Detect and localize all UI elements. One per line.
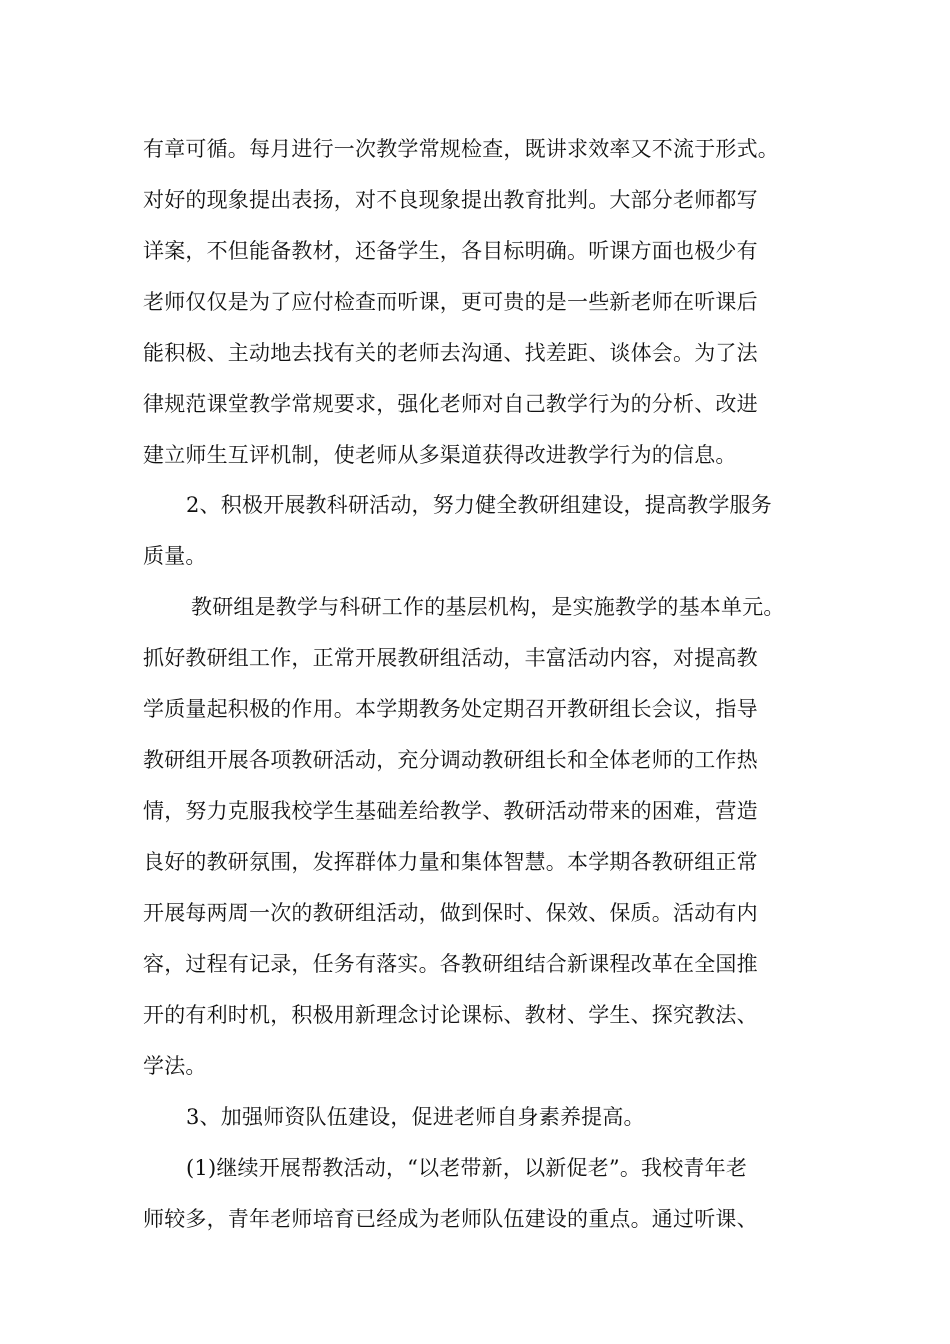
text-line: 学法。	[143, 1054, 207, 1078]
text-line: 有章可循。每月进行一次教学常规检查，既讲求效率又不流于形式。	[143, 137, 779, 161]
paragraph-start: (1)继续开展帮教活动，“以老带新，以新促老”。我校青年老	[186, 1156, 748, 1180]
paragraph-start: 教研组是教学与科研工作的基层机构，是实施教学的基本单元。	[191, 595, 785, 619]
text-line: 师较多，青年老师培育已经成为老师队伍建设的重点。通过听课、	[143, 1207, 758, 1231]
section-heading: 2、积极开展教科研活动，努力健全教研组建设，提高教学服务	[186, 493, 772, 517]
text-line: 详案，不但能备教材，还备学生，各目标明确。听课方面也极少有	[143, 239, 758, 263]
text-line: 对好的现象提出表扬，对不良现象提出教育批判。大部分老师都写	[143, 188, 758, 212]
text-line: 质量。	[143, 544, 207, 568]
text-line: 抓好教研组工作，正常开展教研组活动，丰富活动内容，对提高教	[143, 646, 758, 670]
text-line: 开的有利时机，积极用新理念讨论课标、教材、学生、探究教法、	[143, 1003, 758, 1027]
text-line: 学质量起积极的作用。本学期教务处定期召开教研组长会议，指导	[143, 697, 758, 721]
text-line: 容，过程有记录，任务有落实。各教研组结合新课程改革在全国推	[143, 952, 758, 976]
text-line: 情，努力克服我校学生基础差给教学、教研活动带来的困难，营造	[143, 799, 758, 823]
text-line: 教研组开展各项教研活动，充分调动教研组长和全体老师的工作热	[143, 748, 758, 772]
text-line: 老师仅仅是为了应付检查而听课，更可贵的是一些新老师在听课后	[143, 290, 758, 314]
section-heading: 3、加强师资队伍建设，促进老师自身素养提高。	[186, 1105, 645, 1129]
text-line: 开展每两周一次的教研组活动，做到保时、保效、保质。活动有内	[143, 901, 758, 925]
text-line: 良好的教研氛围，发挥群体力量和集体智慧。本学期各教研组正常	[143, 850, 758, 874]
text-line: 能积极、主动地去找有关的老师去沟通、找差距、谈体会。为了法	[143, 341, 758, 365]
text-line: 律规范课堂教学常规要求，强化老师对自己教学行为的分析、改进	[143, 392, 758, 416]
text-line: 建立师生互评机制，使老师从多渠道获得改进教学行为的信息。	[143, 443, 737, 467]
